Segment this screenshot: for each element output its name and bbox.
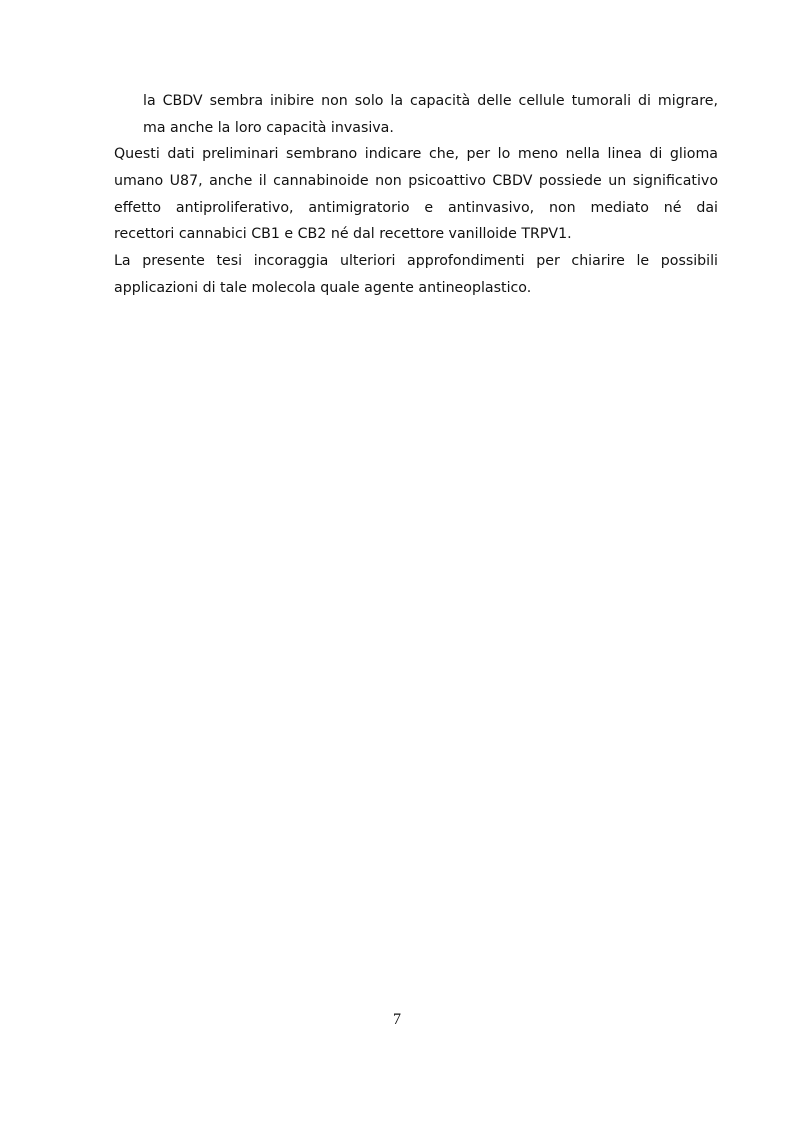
text-line: ma anche la loro capacità invasiva. xyxy=(143,119,394,136)
list-item-continuation xyxy=(114,88,718,141)
text-line: Questi dati preliminari sembrano indicare che, per lo meno nella linea di glioma xyxy=(114,146,718,163)
text-line: applicazioni di tale molecola quale agente antineoplastico. xyxy=(114,279,532,296)
text-line: effetto antiproliferativo, antimigratorio e antinvasivo, non mediato né dai xyxy=(114,199,718,216)
body-text xyxy=(114,88,718,302)
text-line: La presente tesi incoraggia ulteriori approfondimenti per chiarire le possibili xyxy=(114,253,718,270)
paragraph-conclusions xyxy=(114,141,718,248)
paragraph-outlook xyxy=(114,248,718,301)
text-line: la CBDV sembra inibire non solo la capacità delle cellule tumorali di migrare, xyxy=(143,93,718,109)
page-number: 7 xyxy=(393,1011,401,1028)
text-line: umano U87, anche il cannabinoide non psicoattivo CBDV possiede un significativo xyxy=(114,173,718,190)
text-line: recettori cannabici CB1 e CB2 né dal recettore vanilloide TRPV1. xyxy=(114,226,572,243)
